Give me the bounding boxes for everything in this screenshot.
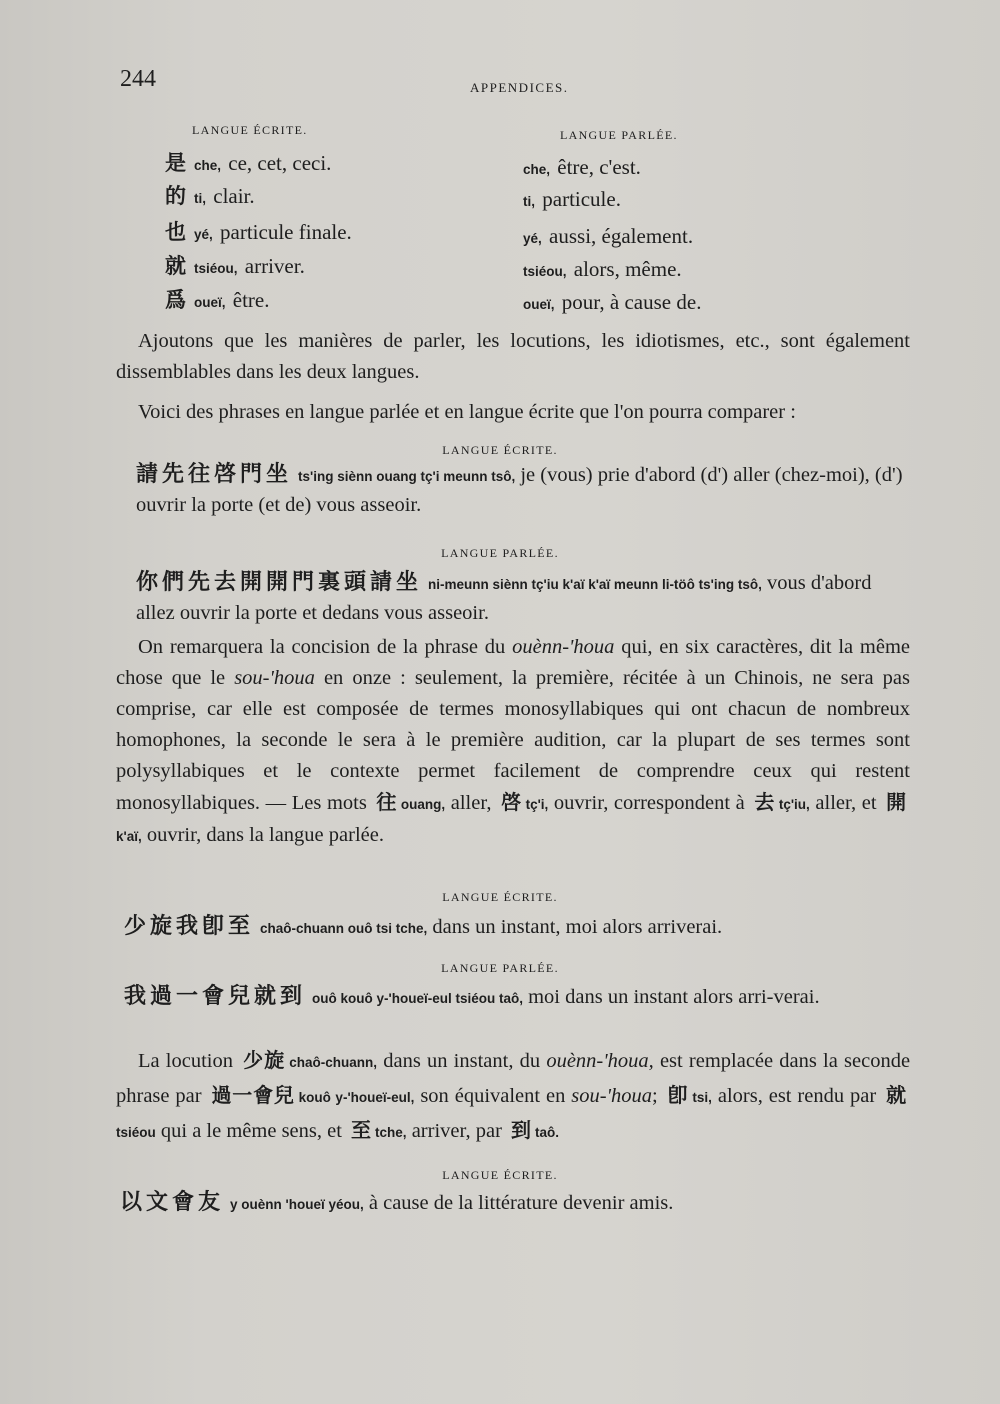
vocab-meaning: alors, même. xyxy=(573,257,682,281)
vocab-romanization: ti, xyxy=(194,191,206,206)
example-label: LANGUE PARLÉE. xyxy=(441,546,559,560)
vocab-meaning: particule finale. xyxy=(220,220,352,244)
vocab-right-heading: LANGUE PARLÉE. xyxy=(560,128,678,142)
vocab-left-heading: LANGUE ÉCRITE. xyxy=(192,123,308,137)
translation: vous d'abord allez ouvrir la porte et dedans vous asseoir. xyxy=(136,572,872,624)
vocab-romanization: oueï, xyxy=(523,297,555,312)
example-label: LANGUE ÉCRITE. xyxy=(442,890,558,904)
example-sentence xyxy=(136,460,912,520)
romanization: ouô kouô y-'houeï-eul tsiéou taô, xyxy=(312,991,523,1006)
example-sentence xyxy=(120,1188,910,1219)
example-sentence xyxy=(124,912,914,943)
vocab-left-row xyxy=(165,147,331,177)
translation: moi dans un instant alors arri-verai. xyxy=(528,986,820,1008)
vocab-char: 的 xyxy=(165,184,186,208)
chinese-phrase: 請先往啓門坐 xyxy=(136,462,293,487)
vocab-right-row xyxy=(523,224,693,249)
example-label: LANGUE ÉCRITE. xyxy=(442,1168,558,1182)
vocab-meaning: être, c'est. xyxy=(557,155,641,179)
vocab-meaning: aussi, également. xyxy=(549,224,694,248)
vocab-left-row xyxy=(165,284,270,314)
vocab-right-row xyxy=(523,187,621,212)
vocab-right-row xyxy=(523,257,682,282)
example-sentence xyxy=(124,982,914,1013)
chinese-phrase: 少旋我卽至 xyxy=(124,914,255,939)
vocab-char: 也 xyxy=(165,220,186,244)
vocab-char: 就 xyxy=(165,254,186,278)
vocab-left-row xyxy=(165,250,305,280)
translation: dans un instant, moi alors arriverai. xyxy=(432,916,723,938)
vocab-romanization: che, xyxy=(523,162,551,177)
romanization: ni-meunn siènn tç'iu k'aï k'aï meunn li-töô ts'ing tsô, xyxy=(428,577,762,592)
example-label: LANGUE ÉCRITE. xyxy=(442,443,558,457)
vocab-meaning: être. xyxy=(232,288,270,312)
translation: à cause de la littérature devenir amis. xyxy=(368,1192,674,1214)
vocab-meaning: ce, cet, ceci. xyxy=(228,151,332,175)
romanization: y ouènn 'houeï yéou, xyxy=(230,1197,364,1212)
vocab-romanization: tsiéou, xyxy=(194,261,238,276)
vocab-meaning: clair. xyxy=(213,184,255,208)
chinese-phrase: 你們先去開開門裏頭請坐 xyxy=(136,570,423,595)
chinese-phrase: 我過一會兒就到 xyxy=(124,984,307,1009)
vocab-meaning: pour, à cause de. xyxy=(561,290,702,314)
romanization: chaô-chuann ouô tsi tche, xyxy=(260,921,428,936)
page-number: 244 xyxy=(120,66,156,92)
vocab-romanization: che, xyxy=(194,158,222,173)
romanization: ts'ing siènn ouang tç'i meunn tsô, xyxy=(298,469,516,484)
vocab-romanization: oueï, xyxy=(194,295,226,310)
vocab-meaning: particule. xyxy=(542,187,621,211)
vocab-romanization: ti, xyxy=(523,194,535,209)
vocab-romanization: yé, xyxy=(194,227,213,242)
vocab-left-row xyxy=(165,216,352,246)
vocab-right-row xyxy=(523,290,701,315)
vocab-romanization: yé, xyxy=(523,231,542,246)
paragraph: Voici des phrases en langue parlée et en langue écrite que l'on pourra comparer : xyxy=(138,401,796,423)
example-sentence xyxy=(136,568,912,628)
vocab-right-row xyxy=(523,155,641,180)
vocab-romanization: tsiéou, xyxy=(523,264,567,279)
paragraph: La locution 少旋 chaô-chuann, dans un instant, du ouènn-'houa, est remplacée dans la seconde phrase par 過一會兒 kouô y-'houeï-eul, son équivalent en sou-'houa; 卽 tsi, alors, est rendu par 就tsiéou qui a le même sens, et 至 tche, arriver, par 到 taô. xyxy=(116,1048,911,1142)
vocab-meaning: arriver. xyxy=(244,254,305,278)
paragraph: On remarquera la concision de la phrase du ouènn-'houa qui, en six caractères, dit la même chose que le sou-'houa en onze : seulement, la première, récitée à un Chinois, ne sera pas comprise, car elle est composée de termes monosyllabiques qui ont chacun de nombreux homophones, la seconde le sera à le première audition, car la plupart de ses termes sont polysyllabiques et le contexte permet facilement de comprendre ceux qui restent monosyllabiques. — Les mots 往 ouang, aller, 啓 tç'i, ouvrir, correspondent à 去 tç'iu, aller, et 開k'aï, ouvrir, dans la langue parlée. xyxy=(116,636,911,846)
translation: je (vous) prie d'abord (d') aller (chez-moi), (d') ouvrir la porte (et de) vous asseoir. xyxy=(136,464,903,516)
example-label: LANGUE PARLÉE. xyxy=(441,961,559,975)
vocab-char: 爲 xyxy=(165,288,186,312)
vocab-left-row xyxy=(165,180,255,210)
vocab-char: 是 xyxy=(165,151,186,175)
running-head: APPENDICES. xyxy=(470,80,569,95)
paragraph: Ajoutons que les manières de parler, les locutions, les idiotismes, etc., sont également dissemblables dans les deux langues. xyxy=(116,330,910,383)
chinese-phrase: 以文會友 xyxy=(120,1190,225,1215)
